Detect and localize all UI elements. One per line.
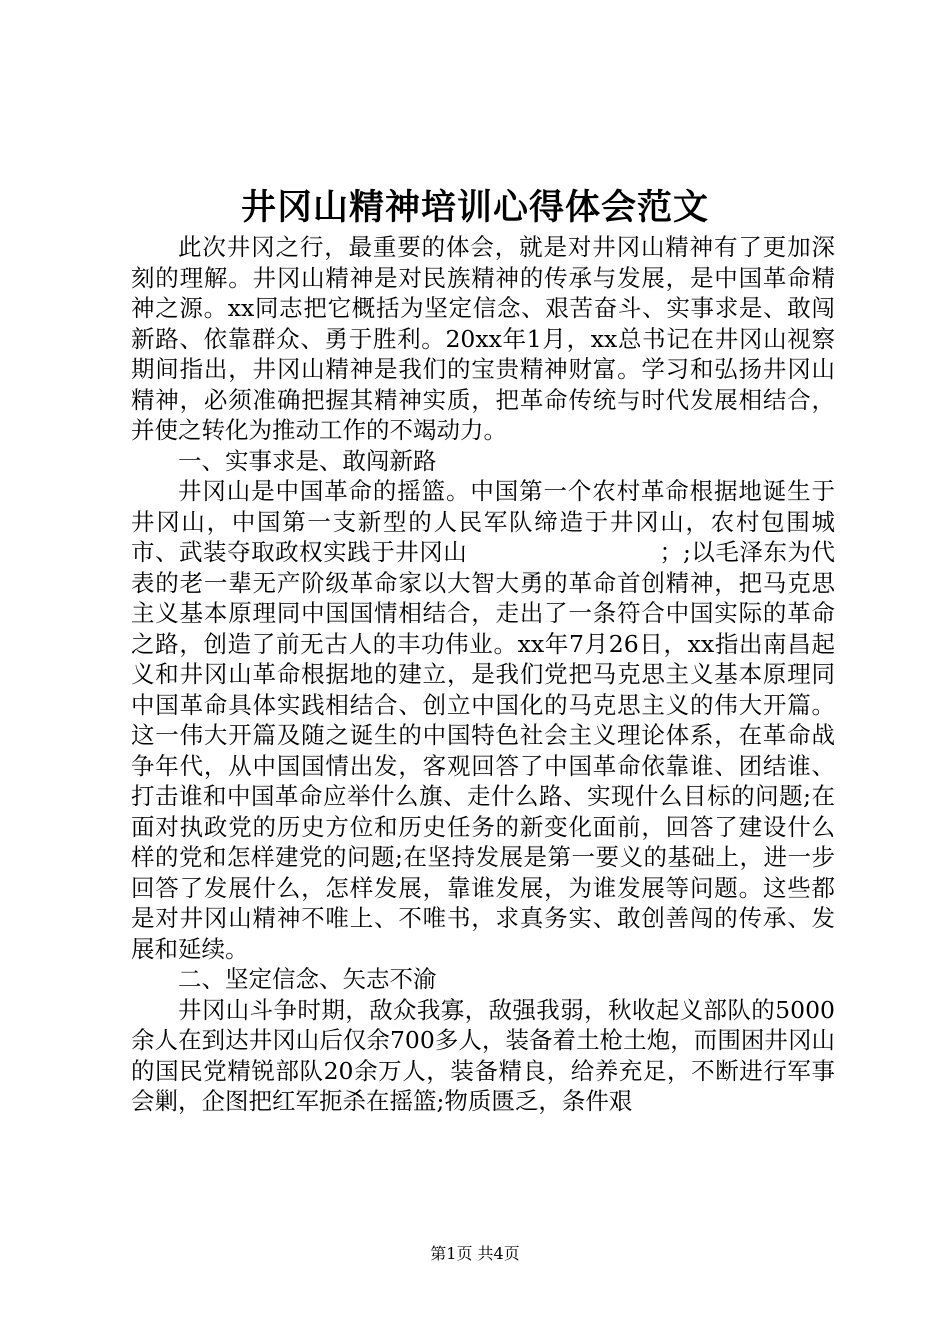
intro-paragraph: 此次井冈之行，最重要的体会，就是对井冈山精神有了更加深刻的理解。井冈山精神是对民族精神的传承与发展，是中国革命精神之源。xx同志把它概括为坚定信念、艰苦奋斗、实事求是、敢闯新路、依靠群众、勇于胜利。20xx年1月，xx总书记在井冈山视察期间指出，井冈山精神是我们的宝贵精神财富。学习和弘扬井冈山精神，必须准确把握其精神实质，把革命传统与时代发展相结合，并使之转化为推动工作的不竭动力。 <box>131 233 835 444</box>
section-paragraph-2: 井冈山斗争时期，敌众我寡，敌强我弱，秋收起义部队的5000余人在到达井冈山后仅余700多人，装备着土枪土炮，而围困井冈山的国民党精锐部队20余万人，装备精良，给养充足，不断进行军事会剿，企图把红军扼杀在摇篮;物质匮乏，条件艰 <box>131 995 835 1115</box>
document-body <box>131 232 835 1117</box>
section-heading-1: 一、实事求是、敢闯新路 <box>178 446 437 475</box>
section-paragraph-1: 井冈山是中国革命的摇篮。中国第一个农村革命根据地诞生于井冈山，中国第一支新型的人民军队缔造于井冈山，农村包围城市、武装夺取政权实践于井冈山 ；;以毛泽东为代表的老一辈无产阶级革命家以大智大勇的革命首创精神，把马克思主义基本原理同中国国情相结合，走出了一条符合中国实际的革命之路，创造了前无古人的丰功伟业。xx年7月26日，xx指出南昌起义和井冈山革命根据地的建立，是我们党把马克思主义基本原理同中国革命具体实践相结合、创立中国化的马克思主义的伟大开篇。这一伟大开篇及随之诞生的中国特色社会主义理论体系，在革命战争年代，从中国国情出发，客观回答了中国革命依靠谁、团结谁、打击谁和中国革命应举什么旗、走什么路、实现什么目标的问题;在面对执政党的历史方位和历史任务的新变化面前，回答了建设什么样的党和怎样建党的问题;在坚持发展是第一要义的基础上，进一步回答了发展什么，怎样发展，靠谁发展，为谁发展等问题。这些都是对井冈山精神不唯上、不唯书，求真务实、敢创善闯的传承、发展和延续。 <box>131 477 835 963</box>
page-footer: 第1页 共4页 <box>430 1244 520 1263</box>
section-heading-2: 二、坚定信念、矢志不渝 <box>178 965 437 993</box>
document-title: 井冈山精神培训心得体会范文 <box>240 187 709 228</box>
